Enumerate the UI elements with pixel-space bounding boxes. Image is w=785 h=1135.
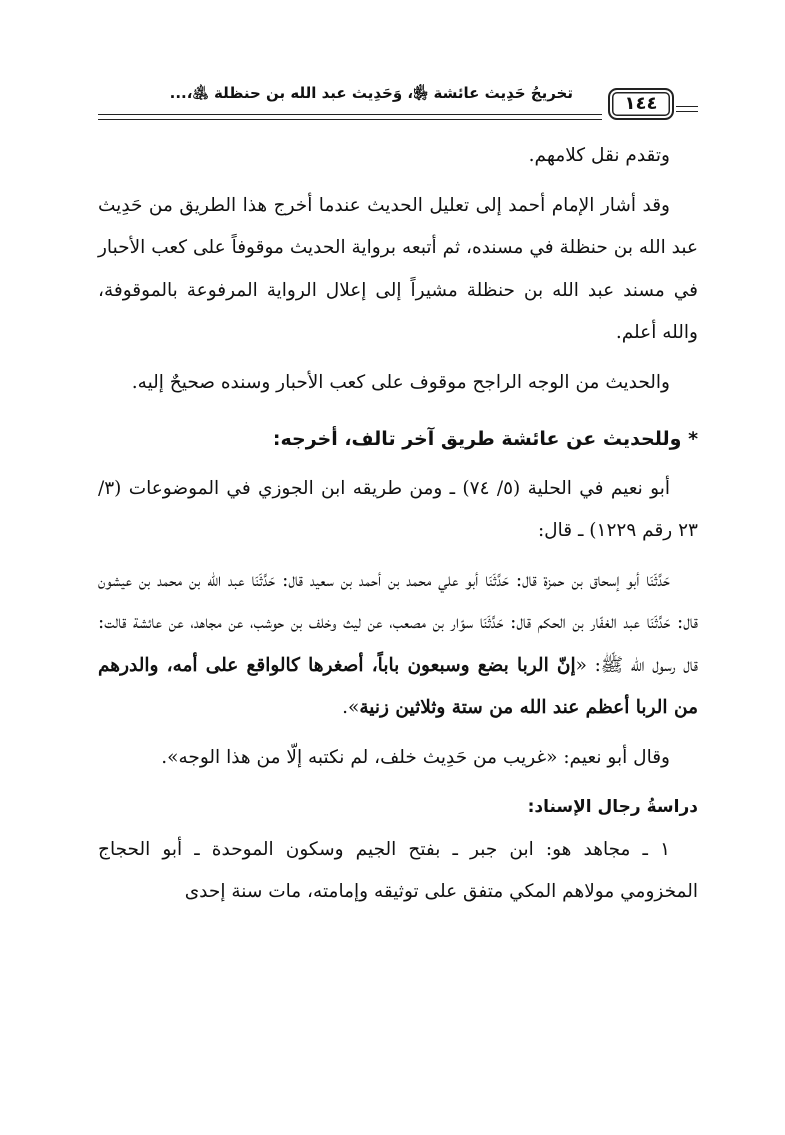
page-number: ١٤٤: [608, 88, 674, 120]
paragraph-4: أبو نعيم في الحلية (٥/ ٧٤) ـ ومن طريقه ابن الجوزي في الموضوعات (٣/ ٢٣ رقم ١٢٢٩) ـ قال:: [98, 477, 698, 541]
narrators-study-title: دراسةُ رجال الإسناد:: [527, 797, 698, 817]
running-header: [98, 80, 698, 120]
frame-stub-top: [676, 106, 698, 107]
frame-stub-bottom: [676, 111, 698, 112]
paragraph-3: والحديث من الوجه الراجح موقوف على كعب الأحبار وسنده صحيحٌ إليه.: [131, 371, 670, 393]
paragraph-2: وقد أشار الإمام أحمد إلى تعليل الحديث عندما أخرج هذا الطريق من حَدِيث عبد الله بن حنظلة في مسنده، ثم أتبعه برواية الحديث موقوفاً على كعب الأحبار في مسند عبد الله بن حنظلة مشيراً إلى إعلال الرواية المرفوعة بالموقوفة، والله أعلم.: [98, 194, 698, 343]
paragraph-1: وتقدم نقل كلامهم.: [528, 145, 670, 166]
hadith-close: ».: [342, 697, 360, 718]
hadith-matn: إنّ الربا بضع وسبعون باباً، أصغرها كالواقع على أمه، والدرهم من الربا أعظم عند الله من ستة وثلاثين زنية: [98, 654, 698, 718]
hadith-paragraph: [98, 560, 698, 730]
hadith-isnad: حَدَّثَنَا أبو إسحاق بن حمزة قال: حَدَّثَنَا أبو علي محمد بن أحمد بن سعيد قال: حَدَّثَنَا عبد الله بن محمد بن عيشون قال: حَدَّثَنَا عبد الغفّار بن الحكم قال: حَدَّثَنَا سوّار بن مصعب، عن ليث وخلف بن حوشب، عن مجاهد، عن عائشة قالت: قال رسول الله ﷺ: «: [98, 569, 698, 676]
header-title: تخريجُ حَدِيث عائشة ﵂، وَحَدِيث عبد الله بن حنظلة ﵁،...: [169, 84, 573, 102]
paragraph-7: ١ ـ مجاهد هو: ابن جبر ـ بفتح الجيم وسكون الموحدة ـ أبو الحجاج المخزومي مولاهم المكي متفق على توثيقه وإمامته، مات سنة إحدى: [98, 838, 698, 902]
page-body: [98, 135, 698, 914]
section-heading: * وللحديث عن عائشة طريق آخر تالف، أخرجه:: [272, 428, 698, 450]
paragraph-6: وقال أبو نعيم: «غريب من حَدِيث خلف، لم نكتبه إلّا من هذا الوجه».: [161, 746, 670, 768]
page-number-frame: [602, 88, 698, 120]
